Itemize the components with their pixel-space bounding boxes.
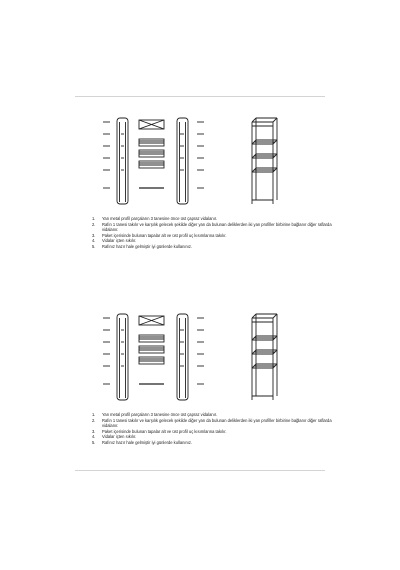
step-5: 5. Rafınız hazır hale gelmiştir iyi günlerde kullanınız. <box>92 439 193 445</box>
left-side-profile <box>117 118 128 204</box>
instruction-section-1 <box>0 108 400 288</box>
bottom-divider <box>75 470 325 471</box>
step-1: 1. Yan metal profil parçaların 3 tanesine önce üst çapraz vidalanır. <box>92 216 218 221</box>
shelf-1 <box>139 335 164 342</box>
instruction-steps <box>92 412 332 446</box>
shelf-2 <box>139 346 164 353</box>
assembled-shelf-unit <box>252 118 277 204</box>
screw-arrows-right <box>197 122 204 188</box>
right-side-profile <box>177 314 188 400</box>
right-side-profile <box>177 118 188 204</box>
instruction-section-2 <box>0 304 400 484</box>
step-4: 4. Vidalar içten sıkılır. <box>92 238 137 244</box>
step-1: 1. Yan metal profil parçaların 3 tanesine önce üst çapraz vidalanır. <box>92 412 218 417</box>
step-2: 2. Rafın 1 tanesi takılır ve karşılık gelecek şekilde diğer yan da bulunan deliklerden iki yan profiller birbirine bağlanır diğer raflarda vidalanır. <box>92 221 332 233</box>
step-3: 3. Paket içerisinde bulunan tapalar alt ve üst profil uç kısımlarına takılır. <box>92 428 227 434</box>
step-2: 2. Rafın 1 tanesi takılır ve karşılık gelecek şekilde diğer yan da bulunan deliklerden iki yan profiller birbirine bağlanır diğer raflarda vidalanır. <box>92 417 332 429</box>
assembly-diagram <box>0 108 400 212</box>
shelf-1 <box>139 139 164 146</box>
step-5: 5. Rafınız hazır hale gelmiştir iyi günlerde kullanınız. <box>92 243 193 249</box>
top-divider <box>75 96 325 97</box>
cross-brace <box>139 120 164 129</box>
cross-brace <box>139 316 164 325</box>
shelf-3 <box>139 161 164 168</box>
assembled-shelf-unit <box>252 314 277 400</box>
left-side-profile <box>117 314 128 400</box>
shelf-2 <box>139 150 164 157</box>
shelf-3 <box>139 357 164 364</box>
screw-arrows-right <box>197 318 204 384</box>
assembly-diagram <box>0 304 400 408</box>
instruction-steps <box>92 216 332 250</box>
step-4: 4. Vidalar içten sıkılır. <box>92 434 137 440</box>
screw-arrows-left <box>103 122 110 188</box>
step-3: 3. Paket içerisinde bulunan tapalar alt ve üst profil uç kısımlarına takılır. <box>92 232 227 238</box>
screw-arrows-left <box>103 318 110 384</box>
